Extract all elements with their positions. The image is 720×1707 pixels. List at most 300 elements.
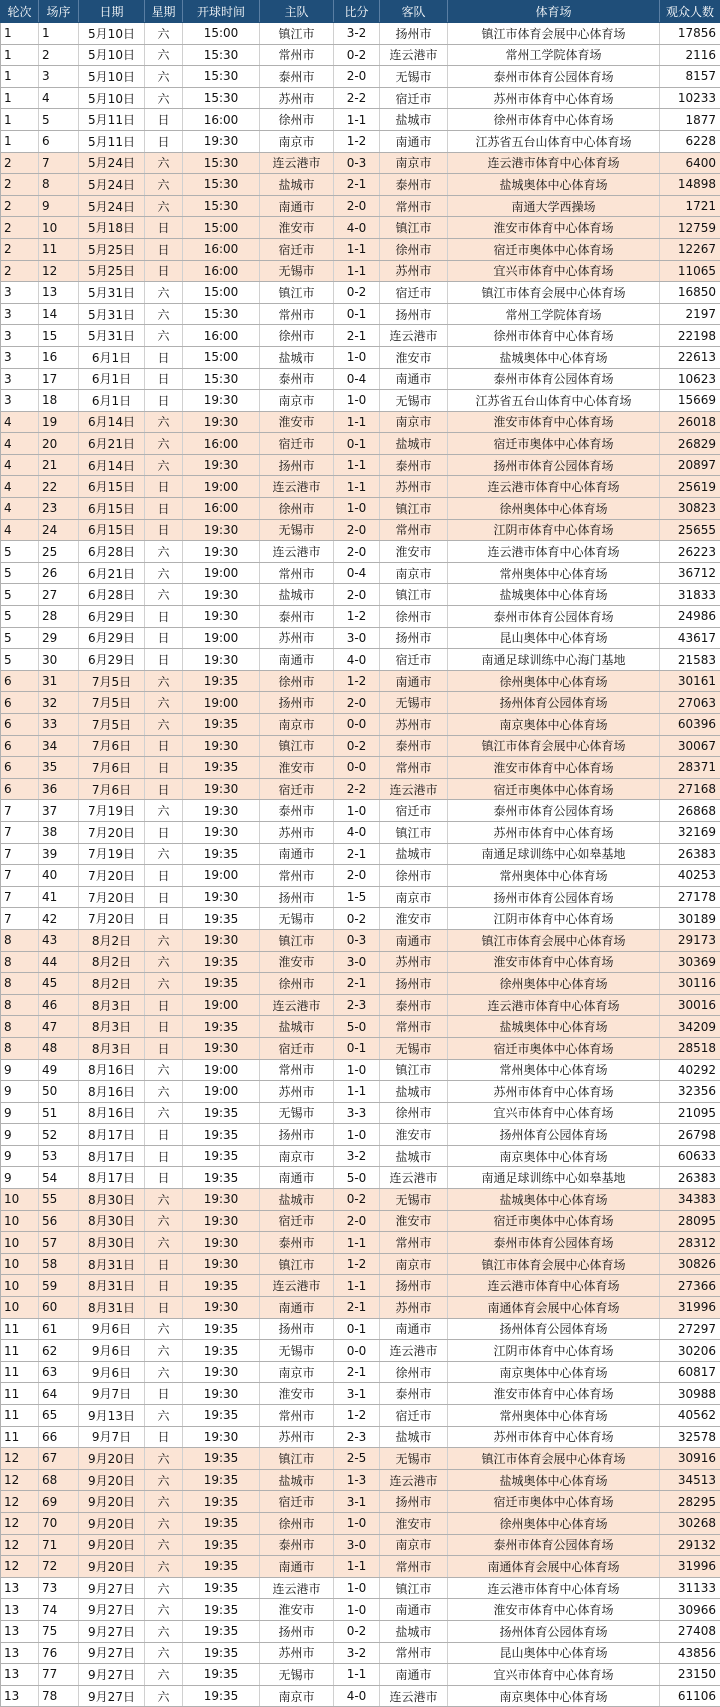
home-team-cell: 苏州市	[260, 1426, 334, 1448]
kickoff-time-cell: 19:30	[183, 1253, 260, 1275]
match-no-cell: 29	[39, 627, 79, 649]
kickoff-time-cell: 19:30	[183, 1383, 260, 1405]
round-cell: 7	[1, 886, 39, 908]
weekday-cell: 日	[145, 649, 183, 671]
round-cell: 10	[1, 1189, 39, 1211]
match-no-cell: 2	[39, 44, 79, 66]
kickoff-time-cell: 19:30	[183, 929, 260, 951]
away-team-cell: 常州市	[380, 1556, 448, 1578]
date-cell: 8月16日	[79, 1102, 145, 1124]
kickoff-time-cell: 19:30	[183, 454, 260, 476]
attendance-cell: 30966	[660, 1599, 720, 1621]
date-cell: 7月5日	[79, 714, 145, 736]
header-score: 比分	[334, 1, 380, 23]
weekday-cell: 六	[145, 670, 183, 692]
attendance-cell: 23150	[660, 1664, 720, 1686]
weekday-cell: 日	[145, 778, 183, 800]
kickoff-time-cell: 19:00	[183, 1081, 260, 1103]
away-team-cell: 常州市	[380, 757, 448, 779]
date-cell: 9月27日	[79, 1599, 145, 1621]
table-row	[1, 44, 720, 66]
kickoff-time-cell: 19:30	[183, 390, 260, 412]
round-cell: 8	[1, 1037, 39, 1059]
away-team-cell: 南通市	[380, 1664, 448, 1686]
date-cell: 9月27日	[79, 1685, 145, 1707]
attendance-cell: 27297	[660, 1318, 720, 1340]
weekday-cell: 日	[145, 519, 183, 541]
table-row	[1, 606, 720, 628]
score-cell: 0-2	[334, 282, 380, 304]
score-cell: 1-0	[334, 390, 380, 412]
attendance-cell: 27366	[660, 1275, 720, 1297]
date-cell: 9月6日	[79, 1361, 145, 1383]
away-team-cell: 南通市	[380, 1599, 448, 1621]
weekday-cell: 六	[145, 87, 183, 109]
table-row	[1, 584, 720, 606]
attendance-cell: 30369	[660, 951, 720, 973]
away-team-cell: 扬州市	[380, 303, 448, 325]
round-cell: 10	[1, 1253, 39, 1275]
weekday-cell: 日	[145, 1037, 183, 1059]
attendance-cell: 25619	[660, 476, 720, 498]
home-team-cell: 南京市	[260, 714, 334, 736]
date-cell: 6月15日	[79, 476, 145, 498]
score-cell: 1-1	[334, 1275, 380, 1297]
weekday-cell: 日	[145, 735, 183, 757]
attendance-cell: 14898	[660, 174, 720, 196]
kickoff-time-cell: 19:35	[183, 1124, 260, 1146]
score-cell: 1-1	[334, 411, 380, 433]
home-team-cell: 连云港市	[260, 152, 334, 174]
away-team-cell: 镇江市	[380, 584, 448, 606]
table-row	[1, 130, 720, 152]
match-no-cell: 32	[39, 692, 79, 714]
away-team-cell: 泰州市	[380, 454, 448, 476]
kickoff-time-cell: 19:35	[183, 1512, 260, 1534]
kickoff-time-cell: 15:30	[183, 368, 260, 390]
header-kickoff-time: 开球时间	[183, 1, 260, 23]
table-row	[1, 1124, 720, 1146]
weekday-cell: 日	[145, 994, 183, 1016]
kickoff-time-cell: 15:00	[183, 346, 260, 368]
date-cell: 5月24日	[79, 174, 145, 196]
score-cell: 3-0	[334, 1534, 380, 1556]
score-cell: 0-1	[334, 1318, 380, 1340]
round-cell: 12	[1, 1469, 39, 1491]
stadium-cell: 镇江市体育会展中心体育场	[448, 735, 660, 757]
attendance-cell: 10623	[660, 368, 720, 390]
score-cell: 1-0	[334, 1577, 380, 1599]
kickoff-time-cell: 19:30	[183, 584, 260, 606]
away-team-cell: 泰州市	[380, 174, 448, 196]
stadium-cell: 南通大学西操场	[448, 195, 660, 217]
stadium-cell: 泰州市体育公园体育场	[448, 1534, 660, 1556]
weekday-cell: 日	[145, 346, 183, 368]
away-team-cell: 淮安市	[380, 1124, 448, 1146]
score-cell: 2-1	[334, 174, 380, 196]
home-team-cell: 常州市	[260, 1405, 334, 1427]
round-cell: 13	[1, 1685, 39, 1707]
table-row	[1, 411, 720, 433]
home-team-cell: 苏州市	[260, 821, 334, 843]
match-no-cell: 27	[39, 584, 79, 606]
table-row	[1, 498, 720, 520]
attendance-cell: 12267	[660, 238, 720, 260]
date-cell: 5月24日	[79, 152, 145, 174]
round-cell: 3	[1, 390, 39, 412]
weekday-cell: 日	[145, 1124, 183, 1146]
table-row	[1, 800, 720, 822]
score-cell: 1-5	[334, 886, 380, 908]
weekday-cell: 六	[145, 454, 183, 476]
stadium-cell: 盐城奥体中心体育场	[448, 1189, 660, 1211]
kickoff-time-cell: 15:30	[183, 87, 260, 109]
round-cell: 7	[1, 908, 39, 930]
away-team-cell: 盐城市	[380, 433, 448, 455]
away-team-cell: 扬州市	[380, 1491, 448, 1513]
home-team-cell: 南通市	[260, 649, 334, 671]
date-cell: 9月7日	[79, 1383, 145, 1405]
weekday-cell: 六	[145, 1491, 183, 1513]
attendance-cell: 31133	[660, 1577, 720, 1599]
score-cell: 1-0	[334, 346, 380, 368]
score-cell: 1-2	[334, 606, 380, 628]
table-row	[1, 670, 720, 692]
round-cell: 5	[1, 627, 39, 649]
table-row	[1, 1102, 720, 1124]
away-team-cell: 南京市	[380, 562, 448, 584]
round-cell: 11	[1, 1340, 39, 1362]
kickoff-time-cell: 19:35	[183, 973, 260, 995]
round-cell: 9	[1, 1167, 39, 1189]
kickoff-time-cell: 19:35	[183, 1620, 260, 1642]
attendance-cell: 31996	[660, 1297, 720, 1319]
stadium-cell: 淮安市体育中心体育场	[448, 217, 660, 239]
score-cell: 0-2	[334, 44, 380, 66]
score-cell: 2-0	[334, 865, 380, 887]
score-cell: 0-3	[334, 929, 380, 951]
away-team-cell: 南京市	[380, 886, 448, 908]
round-cell: 3	[1, 325, 39, 347]
weekday-cell: 六	[145, 1685, 183, 1707]
kickoff-time-cell: 15:30	[183, 66, 260, 88]
date-cell: 5月31日	[79, 325, 145, 347]
round-cell: 10	[1, 1210, 39, 1232]
table-row	[1, 390, 720, 412]
home-team-cell: 淮安市	[260, 951, 334, 973]
score-cell: 2-0	[334, 66, 380, 88]
kickoff-time-cell: 15:30	[183, 152, 260, 174]
date-cell: 7月6日	[79, 778, 145, 800]
table-row	[1, 346, 720, 368]
kickoff-time-cell: 19:30	[183, 735, 260, 757]
stadium-cell: 江阴市体育中心体育场	[448, 1340, 660, 1362]
round-cell: 8	[1, 973, 39, 995]
score-cell: 2-1	[334, 1297, 380, 1319]
away-team-cell: 苏州市	[380, 260, 448, 282]
home-team-cell: 镇江市	[260, 1253, 334, 1275]
score-cell: 1-1	[334, 238, 380, 260]
weekday-cell: 六	[145, 1405, 183, 1427]
attendance-cell: 21583	[660, 649, 720, 671]
table-row	[1, 1210, 720, 1232]
stadium-cell: 宿迁市奥体中心体育场	[448, 1037, 660, 1059]
table-row	[1, 1318, 720, 1340]
table-row	[1, 1383, 720, 1405]
score-cell: 1-0	[334, 1599, 380, 1621]
weekday-cell: 六	[145, 1059, 183, 1081]
round-cell: 8	[1, 994, 39, 1016]
date-cell: 9月7日	[79, 1426, 145, 1448]
kickoff-time-cell: 19:35	[183, 1642, 260, 1664]
kickoff-time-cell: 19:00	[183, 627, 260, 649]
match-no-cell: 47	[39, 1016, 79, 1038]
home-team-cell: 泰州市	[260, 1534, 334, 1556]
attendance-cell: 30067	[660, 735, 720, 757]
date-cell: 9月20日	[79, 1469, 145, 1491]
kickoff-time-cell: 16:00	[183, 238, 260, 260]
stadium-cell: 淮安市体育中心体育场	[448, 411, 660, 433]
match-no-cell: 8	[39, 174, 79, 196]
stadium-cell: 宜兴市体育中心体育场	[448, 1664, 660, 1686]
home-team-cell: 常州市	[260, 303, 334, 325]
table-row	[1, 1642, 720, 1664]
match-no-cell: 23	[39, 498, 79, 520]
date-cell: 9月27日	[79, 1642, 145, 1664]
weekday-cell: 六	[145, 1232, 183, 1254]
score-cell: 2-0	[334, 541, 380, 563]
stadium-cell: 徐州奥体中心体育场	[448, 1512, 660, 1534]
weekday-cell: 六	[145, 1448, 183, 1470]
home-team-cell: 镇江市	[260, 735, 334, 757]
attendance-cell: 31996	[660, 1556, 720, 1578]
attendance-cell: 26868	[660, 800, 720, 822]
weekday-cell: 六	[145, 929, 183, 951]
attendance-cell: 36712	[660, 562, 720, 584]
match-no-cell: 71	[39, 1534, 79, 1556]
attendance-cell: 31833	[660, 584, 720, 606]
weekday-cell: 六	[145, 951, 183, 973]
attendance-cell: 34513	[660, 1469, 720, 1491]
score-cell: 2-1	[334, 843, 380, 865]
match-no-cell: 34	[39, 735, 79, 757]
table-row	[1, 1426, 720, 1448]
stadium-cell: 淮安市体育中心体育场	[448, 1383, 660, 1405]
match-no-cell: 7	[39, 152, 79, 174]
table-row	[1, 1577, 720, 1599]
away-team-cell: 连云港市	[380, 1340, 448, 1362]
score-cell: 0-1	[334, 1037, 380, 1059]
match-no-cell: 43	[39, 929, 79, 951]
round-cell: 12	[1, 1448, 39, 1470]
weekday-cell: 六	[145, 303, 183, 325]
home-team-cell: 无锡市	[260, 1664, 334, 1686]
away-team-cell: 泰州市	[380, 735, 448, 757]
table-row	[1, 649, 720, 671]
table-row	[1, 1232, 720, 1254]
home-team-cell: 淮安市	[260, 757, 334, 779]
date-cell: 8月3日	[79, 994, 145, 1016]
away-team-cell: 镇江市	[380, 1059, 448, 1081]
kickoff-time-cell: 19:35	[183, 670, 260, 692]
match-no-cell: 35	[39, 757, 79, 779]
away-team-cell: 常州市	[380, 1642, 448, 1664]
match-no-cell: 18	[39, 390, 79, 412]
stadium-cell: 常州工学院体育场	[448, 44, 660, 66]
date-cell: 6月1日	[79, 368, 145, 390]
weekday-cell: 日	[145, 757, 183, 779]
header-away-team: 客队	[380, 1, 448, 23]
weekday-cell: 日	[145, 1383, 183, 1405]
match-no-cell: 11	[39, 238, 79, 260]
date-cell: 9月6日	[79, 1340, 145, 1362]
stadium-cell: 泰州市体育公园体育场	[448, 800, 660, 822]
attendance-cell: 30161	[660, 670, 720, 692]
attendance-cell: 8157	[660, 66, 720, 88]
kickoff-time-cell: 19:30	[183, 1037, 260, 1059]
match-no-cell: 63	[39, 1361, 79, 1383]
round-cell: 9	[1, 1145, 39, 1167]
home-team-cell: 淮安市	[260, 411, 334, 433]
date-cell: 9月20日	[79, 1491, 145, 1513]
score-cell: 1-0	[334, 1512, 380, 1534]
stadium-cell: 镇江市体育会展中心体育场	[448, 1253, 660, 1275]
stadium-cell: 泰州市体育公园体育场	[448, 1232, 660, 1254]
score-cell: 2-0	[334, 584, 380, 606]
table-row	[1, 1059, 720, 1081]
stadium-cell: 宜兴市体育中心体育场	[448, 260, 660, 282]
table-row	[1, 994, 720, 1016]
date-cell: 7月5日	[79, 692, 145, 714]
away-team-cell: 淮安市	[380, 1210, 448, 1232]
away-team-cell: 无锡市	[380, 1448, 448, 1470]
date-cell: 9月20日	[79, 1512, 145, 1534]
kickoff-time-cell: 19:30	[183, 1361, 260, 1383]
kickoff-time-cell: 19:30	[183, 1297, 260, 1319]
stadium-cell: 盐城奥体中心体育场	[448, 346, 660, 368]
match-no-cell: 13	[39, 282, 79, 304]
stadium-cell: 苏州市体育中心体育场	[448, 87, 660, 109]
round-cell: 9	[1, 1081, 39, 1103]
kickoff-time-cell: 16:00	[183, 325, 260, 347]
date-cell: 5月10日	[79, 44, 145, 66]
kickoff-time-cell: 15:00	[183, 217, 260, 239]
date-cell: 6月29日	[79, 627, 145, 649]
round-cell: 2	[1, 260, 39, 282]
weekday-cell: 日	[145, 606, 183, 628]
away-team-cell: 南通市	[380, 929, 448, 951]
score-cell: 0-0	[334, 714, 380, 736]
away-team-cell: 苏州市	[380, 1297, 448, 1319]
away-team-cell: 淮安市	[380, 908, 448, 930]
weekday-cell: 六	[145, 1340, 183, 1362]
home-team-cell: 南京市	[260, 1361, 334, 1383]
round-cell: 8	[1, 951, 39, 973]
kickoff-time-cell: 19:35	[183, 1685, 260, 1707]
home-team-cell: 盐城市	[260, 1189, 334, 1211]
match-no-cell: 10	[39, 217, 79, 239]
home-team-cell: 泰州市	[260, 1232, 334, 1254]
attendance-cell: 27408	[660, 1620, 720, 1642]
header-date: 日期	[79, 1, 145, 23]
away-team-cell: 盐城市	[380, 1620, 448, 1642]
attendance-cell: 25655	[660, 519, 720, 541]
table-row	[1, 195, 720, 217]
round-cell: 3	[1, 368, 39, 390]
table-body	[1, 23, 720, 1707]
stadium-cell: 南京奥体中心体育场	[448, 714, 660, 736]
weekday-cell: 六	[145, 1664, 183, 1686]
date-cell: 6月1日	[79, 390, 145, 412]
score-cell: 1-2	[334, 1405, 380, 1427]
away-team-cell: 徐州市	[380, 238, 448, 260]
away-team-cell: 常州市	[380, 519, 448, 541]
stadium-cell: 宿迁市奥体中心体育场	[448, 778, 660, 800]
away-team-cell: 徐州市	[380, 1102, 448, 1124]
round-cell: 6	[1, 778, 39, 800]
home-team-cell: 宿迁市	[260, 433, 334, 455]
attendance-cell: 61106	[660, 1685, 720, 1707]
date-cell: 7月19日	[79, 843, 145, 865]
weekday-cell: 日	[145, 238, 183, 260]
table-row	[1, 1189, 720, 1211]
table-row	[1, 843, 720, 865]
stadium-cell: 江苏省五台山体育中心体育场	[448, 390, 660, 412]
home-team-cell: 宿迁市	[260, 778, 334, 800]
round-cell: 2	[1, 152, 39, 174]
attendance-cell: 40253	[660, 865, 720, 887]
away-team-cell: 连云港市	[380, 325, 448, 347]
table-row	[1, 1037, 720, 1059]
kickoff-time-cell: 19:35	[183, 1577, 260, 1599]
attendance-cell: 16850	[660, 282, 720, 304]
round-cell: 12	[1, 1491, 39, 1513]
match-no-cell: 31	[39, 670, 79, 692]
match-no-cell: 33	[39, 714, 79, 736]
round-cell: 1	[1, 109, 39, 131]
away-team-cell: 宿迁市	[380, 649, 448, 671]
weekday-cell: 六	[145, 1102, 183, 1124]
attendance-cell: 30916	[660, 1448, 720, 1470]
away-team-cell: 宿迁市	[380, 282, 448, 304]
weekday-cell: 六	[145, 152, 183, 174]
score-cell: 1-1	[334, 1081, 380, 1103]
score-cell: 1-1	[334, 476, 380, 498]
match-no-cell: 16	[39, 346, 79, 368]
weekday-cell: 六	[145, 584, 183, 606]
match-no-cell: 12	[39, 260, 79, 282]
home-team-cell: 常州市	[260, 44, 334, 66]
stadium-cell: 徐州奥体中心体育场	[448, 973, 660, 995]
away-team-cell: 南通市	[380, 368, 448, 390]
round-cell: 1	[1, 87, 39, 109]
kickoff-time-cell: 19:35	[183, 908, 260, 930]
stadium-cell: 常州工学院体育场	[448, 303, 660, 325]
stadium-cell: 江阴市体育中心体育场	[448, 519, 660, 541]
home-team-cell: 无锡市	[260, 519, 334, 541]
table-row	[1, 1167, 720, 1189]
kickoff-time-cell: 19:00	[183, 562, 260, 584]
table-row	[1, 109, 720, 131]
table-row	[1, 692, 720, 714]
table-row	[1, 1620, 720, 1642]
away-team-cell: 徐州市	[380, 865, 448, 887]
round-cell: 12	[1, 1512, 39, 1534]
home-team-cell: 南京市	[260, 390, 334, 412]
date-cell: 8月17日	[79, 1145, 145, 1167]
weekday-cell: 日	[145, 1167, 183, 1189]
away-team-cell: 泰州市	[380, 1383, 448, 1405]
